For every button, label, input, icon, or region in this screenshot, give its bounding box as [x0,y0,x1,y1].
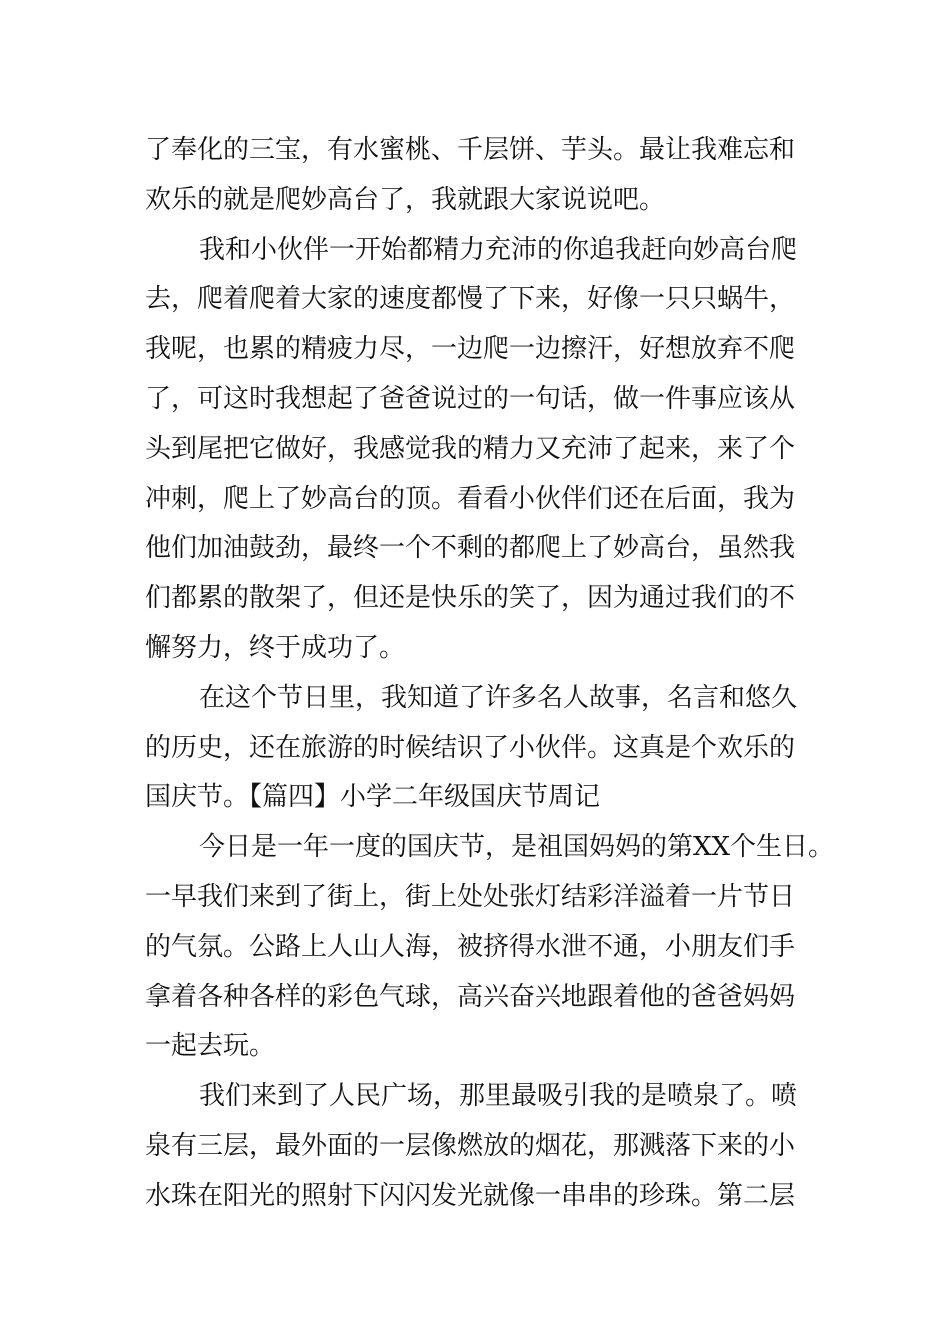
text-line: 的历史，还在旅游的时候结识了小伙伴。这真是个欢乐的 [145,732,796,763]
text-line: 一早我们来到了街上，街上处处张灯结彩洋溢着一片节日 [145,881,796,912]
paragraph-start-line: 我们来到了人民广场，那里最吸引我的是喷泉了。喷 [199,1081,798,1112]
text-line: 他们加油鼓劲，最终一个不剩的都爬上了妙高台，虽然我 [145,533,796,564]
text-line: 了奉化的三宝，有水蜜桃、千层饼、芋头。最让我难忘和 [145,135,796,165]
body-text [145,126,835,1222]
text-line: 们都累的散架了，但还是快乐的笑了，因为通过我们的不 [145,583,796,614]
text-line: 水珠在阳光的照射下闪闪发光就像一串串的珍珠。第二层 [145,1180,796,1211]
text-line: 了，可这时我想起了爸爸说过的一句话，做一件事应该从 [145,383,796,414]
text-line: 欢乐的就是爬妙高台了，我就跟大家说说吧。 [145,184,666,215]
text-line: 国庆节。【篇四】小学二年级国庆节周记 [145,782,601,813]
text-line: 我呢，也累的精疲力尽，一边爬一边擦汗，好想放弃不爬 [145,334,796,365]
paragraph-start-line: 今日是一年一度的国庆节，是祖国妈妈的第XX个生日。 [199,832,835,863]
text-line: 拿着各种各样的彩色气球，高兴奋兴地跟着他的爸爸妈妈 [145,981,796,1012]
text-line: 泉有三层，最外面的一层像燃放的烟花，那溅落下来的小 [145,1130,796,1161]
text-line: 头到尾把它做好，我感觉我的精力又充沛了起来，来了个 [145,433,796,464]
paragraph-start-line: 在这个节日里，我知道了许多名人故事，名言和悠久 [199,682,798,713]
text-line: 的气氛。公路上人山人海，被挤得水泄不通，小朋友们手 [145,931,796,962]
text-line: 一起去玩。 [145,1031,276,1062]
text-line: 冲刺，爬上了妙高台的顶。看看小伙伴们还在后面，我为 [145,483,796,514]
paragraph-start-line: 我和小伙伴一开始都精力充沛的你追我赶向妙高台爬 [199,234,798,265]
text-line: 懈努力，终于成功了。 [145,632,406,663]
text-line: 去，爬着爬着大家的速度都慢了下来，好像一只只蜗牛， [145,284,796,315]
